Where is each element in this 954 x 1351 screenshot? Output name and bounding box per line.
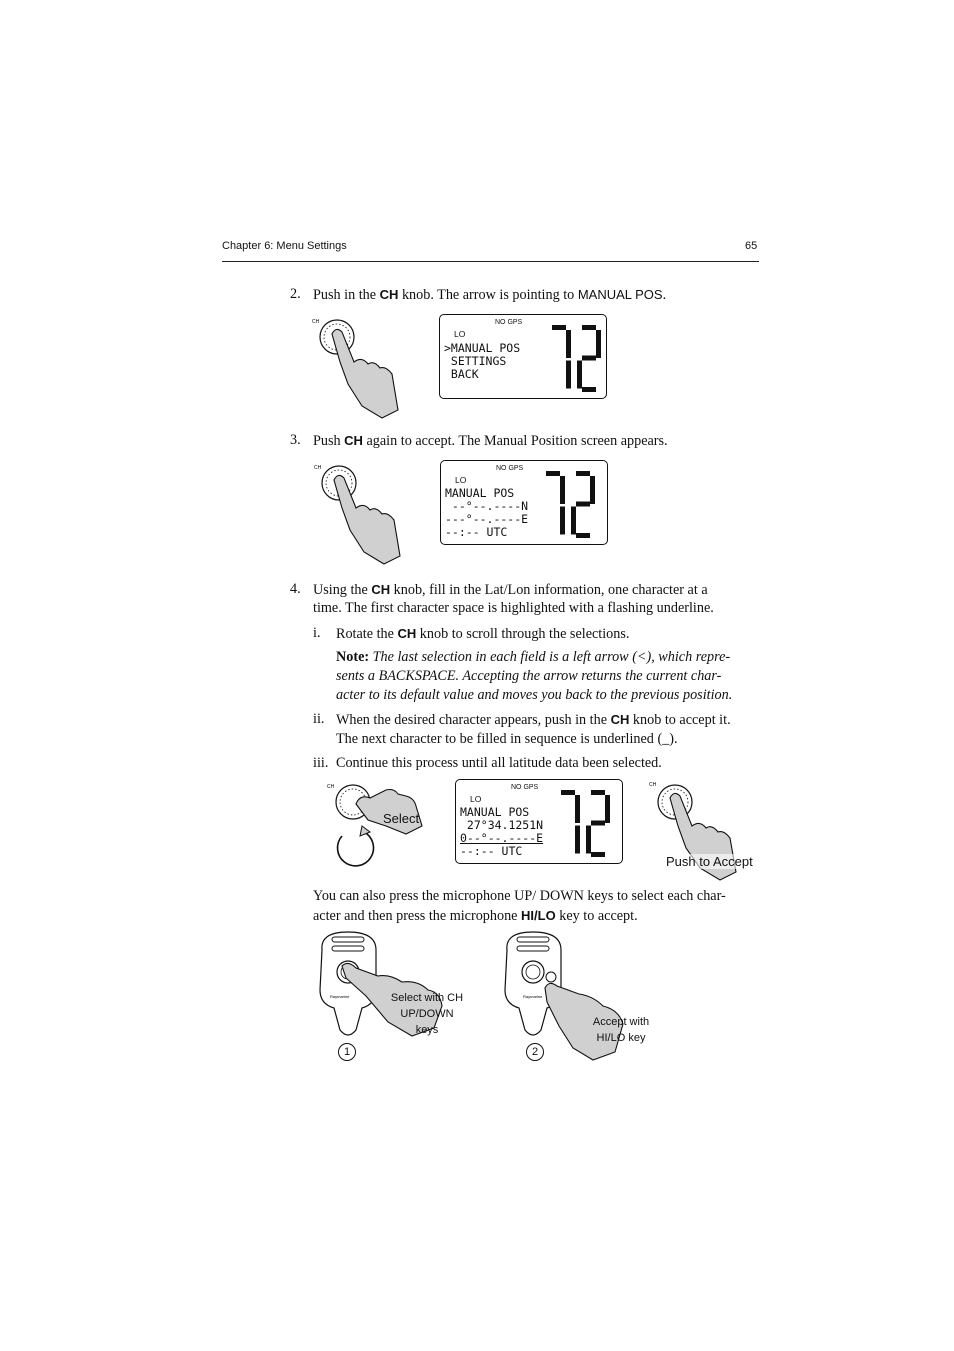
lcd-display-menu <box>439 314 607 399</box>
sub-ii-number: ii. <box>313 711 325 727</box>
sub-ii-text-line-2: The next character to be filled in sequence is underlined (_). <box>336 731 678 747</box>
gps-status: NO GPS <box>511 784 539 791</box>
menu-line-1: >MANUAL POS <box>444 341 521 355</box>
svg-text:CH: CH <box>312 319 320 325</box>
step-4-number: 4. <box>290 581 301 597</box>
longitude-field: 0--°--.----E <box>460 831 544 845</box>
hand-push-knob-illustration-2 <box>312 460 412 570</box>
step-2-number: 2. <box>290 286 301 302</box>
svg-text:CH: CH <box>327 784 335 790</box>
step-4-text-line-1: Using the CH knob, fill in the Lat/Lon information, one character at a <box>313 582 708 598</box>
svg-text:CH: CH <box>649 782 657 788</box>
mic-1-label-2: UP/DOWN keys <box>400 1008 454 1036</box>
latitude-field: 27°34.1251N <box>460 818 544 832</box>
time-field: --:-- UTC <box>460 844 523 858</box>
header-rule <box>222 261 759 262</box>
mic-2-label-1: Accept with <box>592 1016 650 1028</box>
seven-seg-channel <box>545 323 605 395</box>
hand-push-knob-illustration <box>310 314 410 424</box>
manual-pos-title: MANUAL POS <box>460 805 530 819</box>
time-field: --:-- UTC <box>445 525 508 539</box>
step-3-text: Push CH again to accept. The Manual Position screen appears. <box>313 433 668 449</box>
lcd-display-manual-pos <box>440 460 608 545</box>
menu-line-3: BACK <box>444 367 479 381</box>
svg-text:Raymarine: Raymarine <box>330 994 350 999</box>
manual-pos-title: MANUAL POS <box>445 486 515 500</box>
sub-i-text: Rotate the CH knob to scroll through the selections. <box>336 626 630 642</box>
latitude-field: --°--.----N <box>445 499 529 513</box>
power-indicator: LO <box>454 329 466 339</box>
power-indicator: LO <box>455 475 467 485</box>
step-2-text: Push in the CH knob. The arrow is pointing to MANUAL POS. <box>313 287 667 303</box>
running-header: Chapter 6: Menu Settings <box>222 240 347 252</box>
note-line-1: Note: The last selection in each field is a left arrow (<), which repre- <box>336 649 731 665</box>
sub-iii-number: iii. <box>313 755 329 771</box>
menu-line-2: SETTINGS <box>444 354 507 368</box>
mic-2-label-2: HI/LO key <box>596 1032 646 1044</box>
svg-text:CH: CH <box>314 465 322 471</box>
mic-1-label-1: Select with CH <box>390 992 464 1004</box>
lcd-display-entry <box>455 779 623 864</box>
note-line-2: sents a BACKSPACE. Accepting the arrow returns the current char- <box>336 668 722 684</box>
channel-number <box>554 788 614 860</box>
mic-paragraph-line-1: You can also press the microphone UP/ DOWN keys to select each char- <box>313 888 726 904</box>
select-label: Select <box>383 811 420 826</box>
svg-text:Raymarine: Raymarine <box>523 994 543 999</box>
gps-status: NO GPS <box>495 319 523 326</box>
sub-ii-text: When the desired character appears, push in the CH knob to accept it. <box>336 712 731 728</box>
mic-paragraph-line-2: acter and then press the microphone HI/LO key to accept. <box>313 908 638 924</box>
seven-seg-channel <box>539 469 599 541</box>
longitude-field: ---°--.----E <box>445 512 529 526</box>
sub-i-number: i. <box>313 625 321 641</box>
power-indicator: LO <box>470 794 482 804</box>
step-4-text-line-2: time. The first character space is highlighted with a flashing underline. <box>313 600 714 616</box>
note-line-3: acter to its default value and moves you back to the previous position. <box>336 687 733 703</box>
channel-number <box>539 469 599 541</box>
gps-status: NO GPS <box>496 465 524 472</box>
seven-seg-channel <box>554 788 614 860</box>
push-to-accept-label: Push to Accept <box>666 854 753 869</box>
page-number: 65 <box>745 240 758 252</box>
sub-iii-text: Continue this process until all latitude data been selected. <box>336 755 662 771</box>
channel-number <box>545 323 605 395</box>
figure-number-2: 2 <box>526 1043 544 1061</box>
step-3-number: 3. <box>290 432 301 448</box>
figure-number-1: 1 <box>338 1043 356 1061</box>
